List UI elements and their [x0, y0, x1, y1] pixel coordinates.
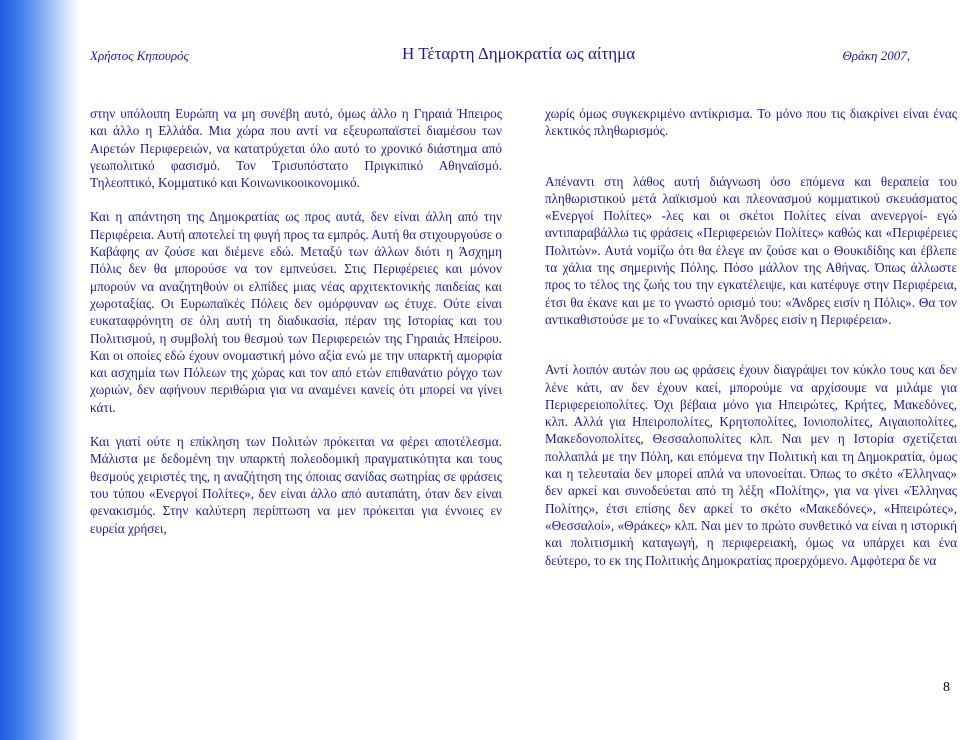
paragraph: Και η απάντηση της Δημοκρατίας ως προς αυτά, δεν είναι άλλη από την Περιφέρεια. Αυτή αποτελεί τη φυγή προς τα εμπρός. Αυτή θα στιχουργούσε ο Καβάφης αν ζούσε και διέμενε εδώ. Μεταξύ των άλλων διότι η Άσχημη Πόλις δεν θα μπορούσε να τον εμπνεύσει. Στις Περιφέρειες και μόνον μπορούν να αναζητηθούν οι ελπίδες μιας νέας αρχιτεκτονικής παιδείας και χωροταξίας. Οι Ευρωπαϊκές Πόλεις δεν ομόρφυναν ως έτυχε. Ούτε είναι ευκαταφρόνητη σε όλη αυτή τη διαδικασία, πέραν της Ιστορίας και του Πολιτισμού, η συμβολή του θεσμού των Περιφερειών της Γηραιάς Ηπείρου. Και οι οποίες εδώ έχουν ονομαστική μόνο αξία ενώ με την υπαρκτή αμορφία και ασχημία των Πόλεων της χώρας και τον από ετών επιθανάτιο ρόγχο των χωριών, δεν αφήνουν περιθώρια για να αναμένει κανείς ότι μπορεί να γίνει κάτι.: [90, 209, 502, 415]
header-place-date: Θράκη 2007,: [842, 48, 910, 63]
page-header: [90, 44, 910, 66]
paragraph: Και γιατί ούτε η επίκληση των Πολιτών πρόκειται να φέρει αποτέλεσμα. Μάλιστα με δεδομένη την υπαρκτή πολεοδομική πραγματικότητα και τους θεσμούς χειριστές της, η αναζήτηση της όποιας σανίδας σωτηρίας σε φράσεις του τύπου «Ενεργοί Πολίτες», δεν είναι άλλο από αυταπάτη, όταν δεν είναι φενακισμός. Στην καλύτερη περίπτωση να μεν πρόκειται για έννοιες εν ευρεία χρήσει,: [90, 434, 502, 536]
left-text-column: [90, 105, 502, 554]
header-author: Χρήστος Κηπουρός: [90, 48, 189, 63]
paragraph: χωρίς όμως συγκεκριμένο αντίκρισμα. Το μόνο που τις διακρίνει είναι ένας λεκτικός πληθωρισμός.: [545, 106, 957, 139]
paragraph: στην υπόλοιπη Ευρώπη να μη συνέβη αυτό, όμως άλλο η Γηραιά Ήπειρος και άλλο η Ελλάδα. Μια χώρα που αντί να εξευρωπαϊστεί διαμέσου των Αιρετών Περιφερειών, να κατατρύχεται όλο αυτό το χρονικό διάστημα από γεωπολιτικό φασισμό. Τον Τρισυπόστατο Πριγκιπικό Αθηναϊσμό. Τηλεοπτικό, Κομματικό και Κοινωνικοοικονομικό.: [90, 106, 502, 191]
paragraph: Απέναντι στη λάθος αυτή διάγνωση όσο επόμενα και θεραπεία του πληθωριστικού μετά λαϊκισμού και πλεονασμού κομματικού σκευάσματος «Ενεργοί Πολίτες» -λες και οι σκέτοι Πολίτες είναι ανενεργοί- εγώ αντιπαραβάλλω τις φράσεις «Περιφερειών Πολίτες» καθώς και «Περιφέρειες Πολιτών». Αυτά νομίζω ότι θα έλεγε αν ζούσε και ο Θουκιδίδης και έβλεπε τα χάλια της σημερινής Πόλης. Πόσο μάλλον της Αθήνας. Όπως άλλωστε προς το τέλος της ζωής του την εγκατέλειψε, και κατέφυγε στην Περιφέρεια, έτσι θα έκανε και με το γνωστό ορισμό του: «Άνδρες εισίν η Πόλις». Θα τον αντικαθιστούσε με το «Γυναίκες και Άνδρες εισίν η Περιφέρεια».: [545, 173, 957, 327]
page-number: 8: [943, 680, 950, 695]
decorative-gradient-sidebar: [0, 0, 80, 740]
header-title: Η Τέταρτη Δημοκρατία ως αίτημα: [402, 44, 636, 63]
paragraph: Αντί λοιπόν αυτών που ως φράσεις έχουν διαγράψει τον κύκλο τους και δεν λένε κάτι, αν δεν έχουν καεί, μπορούμε να αρχίσουμε να μιλάμε για Περιφερειοπολίτες. Όχι βέβαια μόνο για Ηπειρώτες, Κρήτες, Μακεδόνες, κλπ. Αλλά για Ηπειροπολίτες, Κρητοπολίτες, Ιονιοπολίτες, Αιγαιοπολίτες, Μακεδονοπολίτες, Θεσσαλοπολίτες κλπ. Ναι μεν η Ιστορία σχετίζεται πολλαπλά με την Πόλη, και επόμενα την Πολιτική και τη Δημοκρατία, όμως και η τελευταία δεν μπορεί απλά να υπονοείται. Όπως το σκέτο «Έλληνας» δεν αρκεί και συνοδεύεται από τη λέξη «Πολίτης», για να γίνει «Έλληνας Πολίτης», έτσι επίσης δεν αρκεί το σκέτο «Μακεδόνες», «Ηπειρώτες», «Θεσσαλοί», «Θράκες» κλπ. Ναι μεν το πρώτο συνθετικό να είναι η ιστορική και πολιτισμική καταγωγή, η περιφερειακή, όμως να υπάρχει και ένα δεύτερο, το εκ της Πολιτικής Δημοκρατίας προερχόμενο. Αμφότερα δε να: [545, 362, 957, 568]
right-text-column: [545, 105, 957, 602]
